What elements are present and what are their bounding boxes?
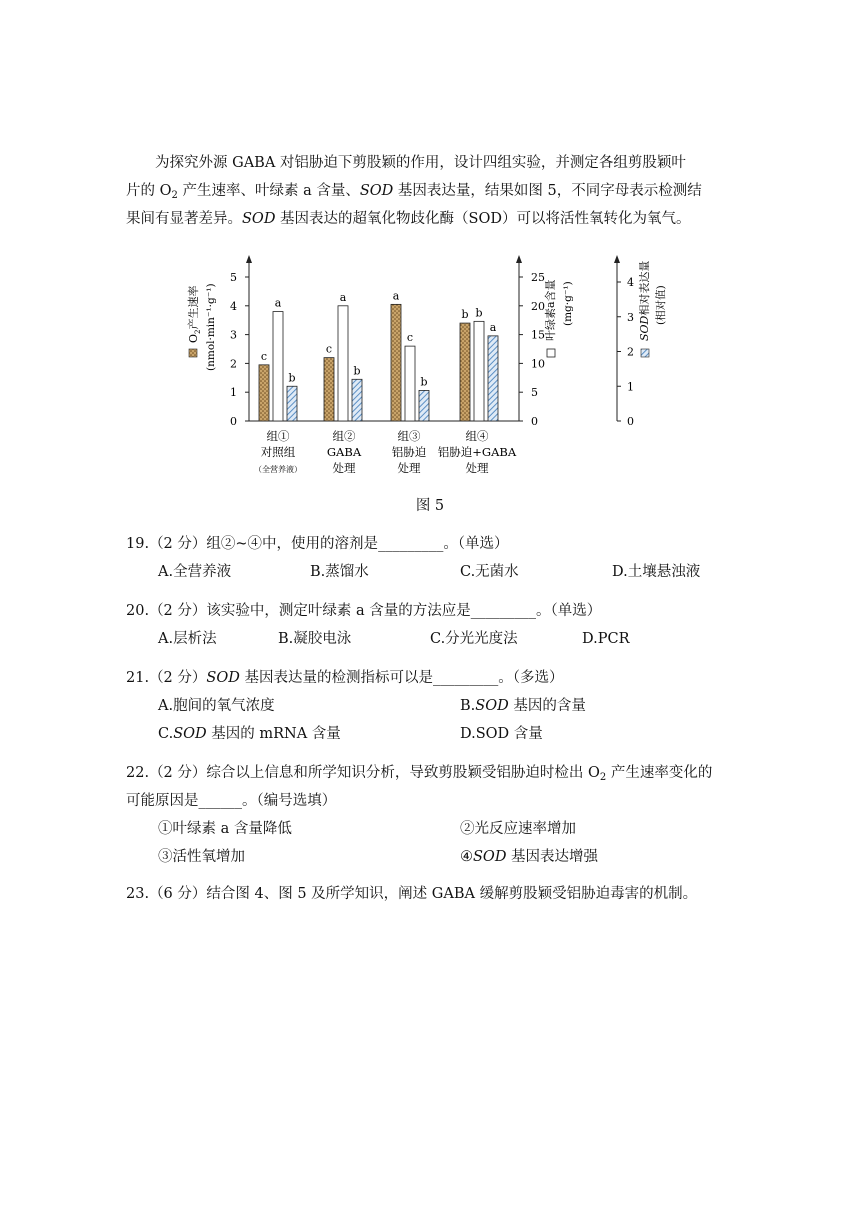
axis-left-tick-label: 4: [230, 299, 237, 313]
category-label: 组④: [465, 429, 489, 443]
axis-right-tick-label: 2: [627, 345, 634, 359]
question-23: [126, 880, 746, 908]
option-20-c[interactable]: C.分光光度法: [430, 631, 518, 647]
bar-letter: b: [420, 375, 428, 389]
bar-letter: c: [406, 331, 414, 345]
bar-letter: b: [475, 306, 483, 320]
axis-left-arrow: [246, 255, 252, 263]
bar-series1-group1: [259, 365, 269, 421]
axis-right-tick-label: 3: [627, 310, 634, 324]
axis-left-tick-label: 5: [230, 271, 237, 284]
category-label: 铝胁迫+GABA: [437, 445, 517, 459]
bar-letter: a: [392, 289, 400, 303]
category-label: 对照组: [260, 445, 296, 459]
answer-blank-19[interactable]: _________: [378, 536, 444, 552]
question-20-stem: 20.（2 分）该实验中，测定叶绿素 a 含量的方法应是_________。（单选）: [126, 603, 602, 619]
bar-series2-group4: [474, 321, 484, 421]
axis-middle-tick-label: 5: [531, 386, 538, 400]
question-20: [126, 597, 746, 653]
axis-right-tick-label: 1: [627, 380, 634, 394]
option-20-b[interactable]: B.凝胶电泳: [278, 631, 352, 647]
bar-letter: b: [353, 364, 361, 378]
question-19: [126, 530, 746, 586]
axis-left-tick-label: 0: [230, 415, 237, 428]
bar-letter: b: [461, 308, 469, 322]
bar-series1-group2: [324, 358, 334, 421]
axis-right-tick-label: 4: [627, 276, 634, 289]
axis-right-arrow: [614, 255, 620, 263]
category-label: 组①: [266, 429, 290, 443]
axis-middle-label: 叶绿素a含量: [544, 279, 557, 341]
figure-5-chart: [0, 0, 860, 490]
legend-middle-swatch: [547, 349, 555, 357]
axis-left-tick-label: 2: [230, 357, 237, 371]
axis-left-unit: (nmol·min⁻¹·g⁻¹): [205, 283, 217, 371]
answer-blank-20[interactable]: _________: [470, 603, 537, 619]
legend-left-swatch: [189, 349, 197, 357]
option-20-d[interactable]: D.PCR: [582, 631, 630, 647]
bar-letter: b: [288, 371, 296, 385]
bar-letter: a: [339, 290, 347, 304]
question-22-stem-2: 可能原因是______。（编号选填）: [126, 793, 337, 809]
category-label: 组③: [397, 429, 421, 443]
answer-blank-21[interactable]: _________: [432, 670, 499, 686]
option-20-a[interactable]: A.层析法: [158, 631, 217, 647]
category-label: 组②: [332, 429, 356, 443]
category-label: （全营养液）: [254, 465, 302, 474]
bar-series3-group4: [488, 336, 498, 421]
axis-middle-unit: (mg·g⁻¹): [562, 281, 574, 326]
option-21-b[interactable]: B.SOD 基因的含量: [460, 698, 586, 714]
bar-letter: a: [489, 320, 497, 334]
axis-right-label: SOD相对表达量: [638, 260, 651, 341]
option-21-d[interactable]: D.SOD 含量: [460, 726, 543, 742]
question-22-stem: 22.（2 分）综合以上信息和所学知识分析，导致剪股颖受铝胁迫时检出 $O_2$ 产生速率变化的: [126, 765, 713, 783]
option-22-2[interactable]: ②光反应速率增加: [460, 821, 576, 837]
option-22-1[interactable]: ①叶绿素 a 含量降低: [158, 821, 292, 837]
axis-left-tick-label: 3: [230, 328, 237, 342]
bar-series2-group3: [405, 346, 415, 421]
option-21-c[interactable]: C.SOD 基因的 mRNA 含量: [158, 726, 341, 742]
bar-series1-group3: [391, 304, 401, 421]
option-22-4[interactable]: ④SOD 基因表达增强: [460, 849, 599, 865]
axis-middle-tick-label: 20: [531, 299, 545, 313]
bar-series3-group3: [419, 390, 429, 421]
axis-middle-tick-label: 15: [531, 328, 545, 342]
question-19-stem: 19.（2 分）组②~④中，使用的溶剂是_________。（单选）: [126, 536, 509, 552]
axis-middle-tick-label: 10: [531, 357, 545, 371]
question-23-stem: 23.（6 分）结合图 4、图 5 及所学知识，阐述 GABA 缓解剪股颖受铝胁迫毒害的机制。: [126, 886, 698, 902]
question-22: [126, 759, 746, 871]
legend-right-swatch: [641, 349, 649, 357]
axis-middle-tick-label: 25: [531, 271, 545, 284]
category-label: 处理: [465, 461, 489, 475]
option-19-d[interactable]: D.土壤悬浊液: [612, 564, 701, 580]
intro-line-1: 为探究外源 GABA 对铝胁迫下剪股颖的作用，设计四组实验，并测定各组剪股颖叶: [155, 155, 686, 171]
bar-series2-group1: [273, 312, 283, 421]
category-label: 处理: [397, 461, 421, 475]
axis-right-unit: (相对值): [655, 285, 667, 325]
bar-letter: c: [325, 342, 333, 356]
figure-caption: 图 5: [415, 498, 445, 514]
option-19-a[interactable]: A.全营养液: [158, 564, 232, 580]
category-label: 铝胁迫: [391, 445, 427, 459]
bar-series1-group4: [460, 323, 470, 421]
bar-series2-group2: [338, 306, 348, 421]
option-21-a[interactable]: A.胞间的氧气浓度: [158, 698, 275, 714]
option-22-3[interactable]: ③活性氧增加: [158, 849, 245, 865]
option-19-b[interactable]: B.蒸馏水: [310, 564, 369, 580]
axis-middle-tick-label: 0: [531, 415, 538, 428]
axis-left-label: $O_2$产生速率: [187, 285, 202, 343]
category-label: GABA: [326, 445, 362, 459]
axis-left-tick-label: 1: [230, 386, 237, 400]
question-21: [126, 664, 746, 748]
axis-middle-arrow: [516, 255, 522, 263]
intro-line-3: 果间有显著差异。SOD 基因表达的超氧化物歧化酶（SOD）可以将活性氧转化为氧气。: [126, 211, 691, 227]
axis-right-tick-label: 0: [627, 415, 634, 428]
bar-letter: a: [274, 296, 282, 310]
category-label: 处理: [332, 461, 356, 475]
answer-blank-22[interactable]: ______: [198, 793, 242, 809]
option-19-c[interactable]: C.无菌水: [460, 564, 519, 580]
bar-letter: c: [260, 349, 268, 363]
question-21-stem: 21.（2 分）SOD 基因表达量的检测指标可以是_________。（多选）: [126, 670, 564, 686]
bar-series3-group2: [352, 379, 362, 421]
intro-line-2: 片的 $O_2$ 产生速率、叶绿素 a 含量、SOD 基因表达量，结果如图 5，不同字母表示检测结: [126, 183, 702, 201]
bar-series3-group1: [287, 386, 297, 421]
